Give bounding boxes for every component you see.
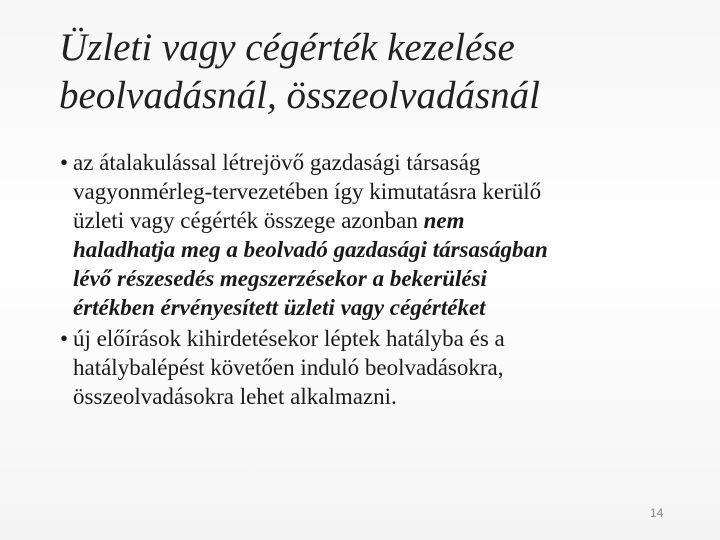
bullet-1-line-6: értékben érvényesített üzleti vagy cégértéket <box>73 295 486 320</box>
bullet-2-line-1: új előírások kihirdetésekor léptek hatályba és a <box>73 326 505 351</box>
bullet-1-emphasis-nem: nem <box>423 208 465 233</box>
bullet-1-line-5: lévő részesedés megszerzésekor a bekerülési <box>73 266 487 291</box>
bullet-1-line-1: az átalakulással létrejövő gazdasági társaság <box>73 150 481 175</box>
slide-title-line-2: beolvadásnál, összeolvadásnál <box>59 74 540 117</box>
slide-title-line-1: Üzleti vagy cégérték kezelése <box>59 26 515 69</box>
bullet-1-line-2: vagyonmérleg-tervezetében így kimutatásra kerülő <box>73 179 542 204</box>
bullet-2-line-3: összeolvadásokra lehet alkalmazni. <box>73 384 397 409</box>
bullet-1-line-3: üzleti vagy cégérték összege azonban <box>73 208 424 233</box>
bullet-1-line-4: haladhatja meg a beolvadó gazdasági társaságban <box>73 237 548 262</box>
bullet-item-2 <box>60 324 690 411</box>
bullet-marker: • <box>60 150 69 175</box>
bullet-item-1 <box>60 148 690 322</box>
bullet-marker: • <box>60 326 69 351</box>
bullet-list <box>60 148 690 411</box>
bullet-2-line-2: hatálybalépést követően induló beolvadásokra, <box>73 355 504 380</box>
page-number: 14 <box>650 506 664 520</box>
slide-title <box>59 24 699 120</box>
